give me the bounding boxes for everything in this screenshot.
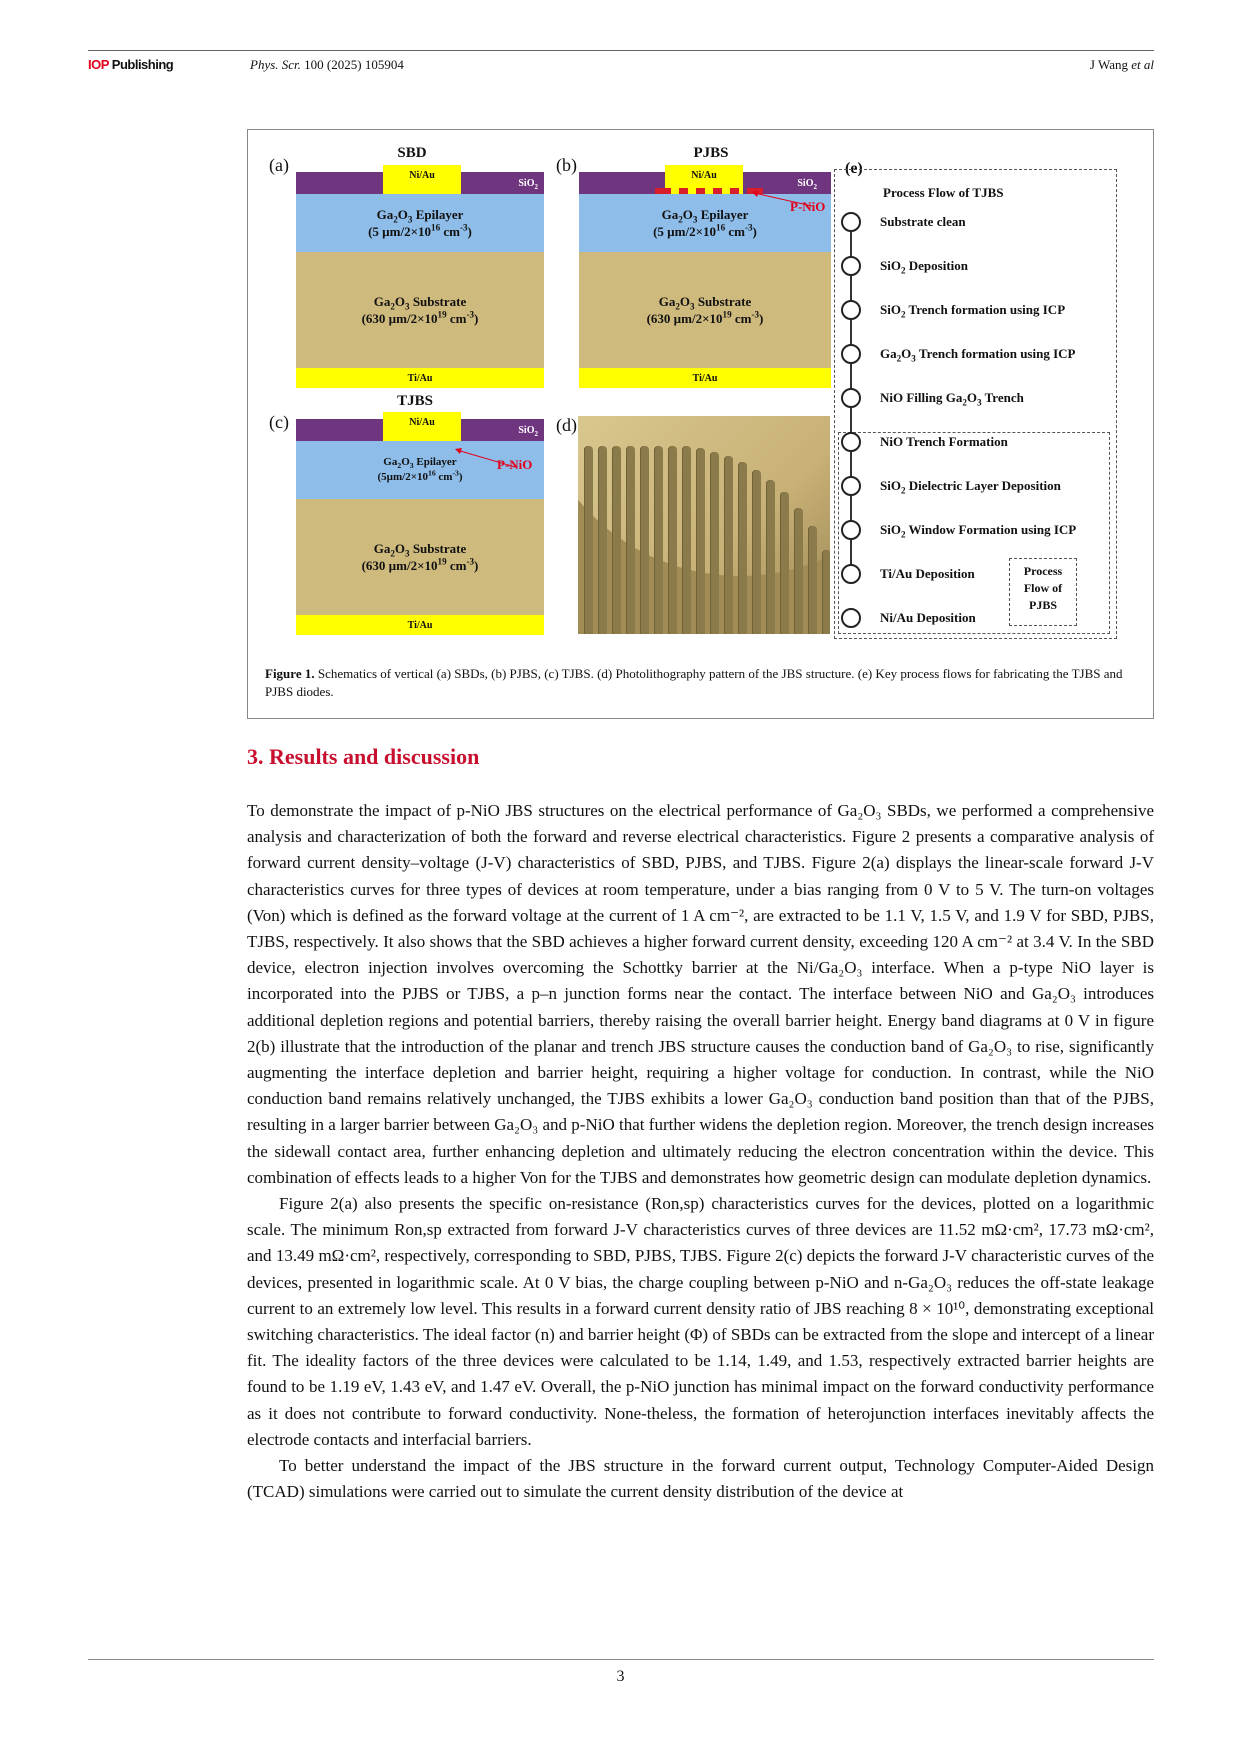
- section-heading: 3. Results and discussion: [247, 744, 480, 769]
- process-step: NiO Filling $Ga_2O_3$ Trench: [841, 388, 1024, 408]
- panel-b-label: (b): [556, 155, 577, 175]
- ti-au-backside: Ti/Au: [296, 615, 544, 635]
- process-step: Substrate clean: [841, 212, 966, 232]
- step-circle-icon: [841, 300, 861, 320]
- photolithography-image: [578, 416, 830, 634]
- epilayer: $Ga_2O_3$ Epilayer ($5\mu m/2\times 10^{16}$ $cm^{-3}$): [296, 441, 544, 499]
- paragraph-1: To demonstrate the impact of p-NiO JBS structures on the electrical performance of Ga₂O₃ SBDs, we performed a comprehensive analysis and characterization of both the forward and reverse electrical characteristics. Figure 2 presents a comparative analysis of forward current density–voltage (J-V) characteristics of SBD, PJBS, and TJBS. Figure 2(a) displays the linear-scale forward J-V characteristics curves for three types of devices at room temperature, under a bias ranging from 0 V to 5 V. The turn-on voltages (Von) which is defined as the forward voltage at the current of 1 A cm⁻², are extracted to be 1.1 V, 1.5 V, and 1.9 V for SBD, PJBS, TJBS, respectively. It also shows that the SBD achieves a higher forward current density, exceeding 120 A cm⁻² at 3.4 V. In the SBD device, electron injection involves overcoming the Schottky barrier at the Ni/Ga₂O₃ interface. When a p-type NiO layer is incorporated into the PJBS or TJBS, a p–n junction forms near the contact. The interface between NiO and Ga₂O₃ introduces additional depletion regions and potential barriers, thereby raising the overall barrier height. Energy band diagrams at 0 V in figure 2(b) illustrate that the introduction of the planar and trench JBS structure causes the conduction band of Ga₂O₃ to rise, significantly augmenting the interface depletion and barrier height, requiring a higher voltage for conduction. In contrast, while the NiO conduction band remains relatively unchanged, the TJBS exhibits a lower Ga₂O₃ conduction band position than that of the PJBS, resulting in a larger barrier between Ga₂O₃ and p-NiO that further widens the depletion region. Moreover, the trench design increases the sidewall contact area, further enhancing depletion and ultimately reducing the electron concentration within the device. This combination of effects leads to a higher Von for the TJBS and demonstrates how geometric design can modulate depletion dynamics.: [247, 801, 1154, 1187]
- p-nio-label: P-NiO: [790, 199, 826, 214]
- paragraph-3: To better understand the impact of the JBS structure in the forward current output, Technology Computer-Aided Design (TCAD) simulations were carried out to simulate the current density distribution of the device at: [247, 1456, 1154, 1502]
- step-circle-icon: [841, 344, 861, 364]
- footer-rule: [88, 1659, 1154, 1660]
- ti-au-backside: Ti/Au: [296, 368, 544, 388]
- step-circle-icon: [841, 212, 861, 232]
- step-circle-icon: [841, 388, 861, 408]
- process-step: $Ga_2O_3$ Trench formation using ICP: [841, 344, 1075, 364]
- panel-c-label: (c): [269, 412, 289, 432]
- process-step: NiO Trench Formation: [841, 432, 1008, 452]
- panel-d-label: (d): [556, 415, 577, 435]
- process-step: Ni/Au Deposition: [841, 608, 976, 628]
- process-flow-pjbs-label: Process Flow of PJBS: [1009, 558, 1077, 626]
- substrate: $Ga_2O_3$ Substrate (630 $\mu m/2\times 10^{19}$ $cm^{-3}$): [296, 252, 544, 368]
- figure-caption: Figure 1. Schematics of vertical (a) SBDs, (b) PJBS, (c) TJBS. (d) Photolithography pattern of the JBS structure. (e) Key process flows for fabricating the TJBS and PJBS diodes.: [265, 666, 1123, 699]
- panel-c-title: TJBS: [397, 393, 433, 409]
- step-circle-icon: [841, 432, 861, 452]
- substrate: $Ga_2O_3$ Substrate (630 $\mu m/2\times 10^{19}$ $cm^{-3}$): [579, 252, 831, 368]
- running-author: J Wang et al: [1089, 57, 1154, 72]
- sio2-label: SiO$_2$: [797, 178, 817, 191]
- page-number: 3: [616, 1668, 625, 1685]
- process-step: SiO$_2$ Deposition: [841, 256, 968, 276]
- p-nio-label: P-NiO: [497, 457, 533, 472]
- step-circle-icon: [841, 608, 861, 628]
- panel-e-label: (e): [845, 160, 863, 177]
- ni-au-contact: Ni/Au: [665, 165, 743, 194]
- process-flow-title: Process Flow of TJBS: [883, 185, 1004, 200]
- sio2-label: SiO$_2$: [518, 178, 538, 191]
- ti-au-backside: Ti/Au: [579, 368, 831, 388]
- epilayer: $Ga_2O_3$ Epilayer (5 $\mu m/2\times 10^{16}$ $cm^{-3}$): [579, 194, 831, 252]
- running-header: [88, 50, 1154, 72]
- panel-a-label: (a): [269, 155, 289, 175]
- step-circle-icon: [841, 520, 861, 540]
- sio2-label: SiO$_2$: [518, 425, 538, 438]
- process-flow-tjbs: [834, 169, 1117, 639]
- substrate: $Ga_2O_3$ Substrate (630 $\mu m/2\times 10^{19}$ $cm^{-3}$): [296, 499, 544, 615]
- step-circle-icon: [841, 256, 861, 276]
- panel-b-title: PJBS: [693, 145, 729, 161]
- panel-a-schematic: [296, 170, 544, 384]
- process-step: SiO$_2$ Trench formation using ICP: [841, 300, 1065, 320]
- ni-au-contact: Ni/Au: [383, 165, 461, 194]
- step-circle-icon: [841, 476, 861, 496]
- process-step: SiO$_2$ Window Formation using ICP: [841, 520, 1076, 540]
- step-circle-icon: [841, 564, 861, 584]
- publisher-logo: IOP Publishing: [88, 57, 174, 72]
- journal-citation: Phys. Scr. 100 (2025) 105904: [250, 57, 404, 72]
- paragraph-2: Figure 2(a) also presents the specific on-resistance (Ron,sp) characteristics curves for the devices, plotted on a logarithmic scale. The minimum Ron,sp extracted from forward J-V characteristics curves of three devices are 11.52 mΩ·cm², 17.73 mΩ·cm², and 13.49 mΩ·cm², respectively, corresponding to SBD, PJBS, TJBS. Figure 2(c) depicts the forward J-V characteristic curves of the devices, presented in logarithmic scale. At 0 V bias, the charge coupling between p-NiO and n-Ga₂O₃ reduces the off-state leakage current to an extremely low level. This results in a forward current density ratio of JBS reaching 8 × 10¹⁰, demonstrating exceptional switching characteristics. The ideal factor (n) and barrier height (Φ) of SBDs can be extracted from the slope and intercept of a linear fit. The ideality factors of the three devices were calculated to be 1.14, 1.49, and 1.53, respectively extracted barrier heights are found to be 1.19 eV, 1.43 eV, and 1.47 eV. Overall, the p-NiO junction has minimal impact on the forward conductivity performance as it does not contribute to forward conductivity. None-theless, the formation of heterojunction interfaces inevitably affects the electrode contacts and interfacial barriers.: [247, 1194, 1154, 1449]
- body-text: [247, 798, 1154, 1505]
- panel-a-title: SBD: [397, 145, 427, 161]
- ni-au-contact: Ni/Au: [383, 412, 461, 441]
- process-step: Ti/Au Deposition: [841, 564, 975, 584]
- process-step: SiO$_2$ Dielectric Layer Deposition: [841, 476, 1061, 496]
- epilayer: $Ga_2O_3$ Epilayer (5 $\mu m/2\times 10^{16}$ $cm^{-3}$): [296, 194, 544, 252]
